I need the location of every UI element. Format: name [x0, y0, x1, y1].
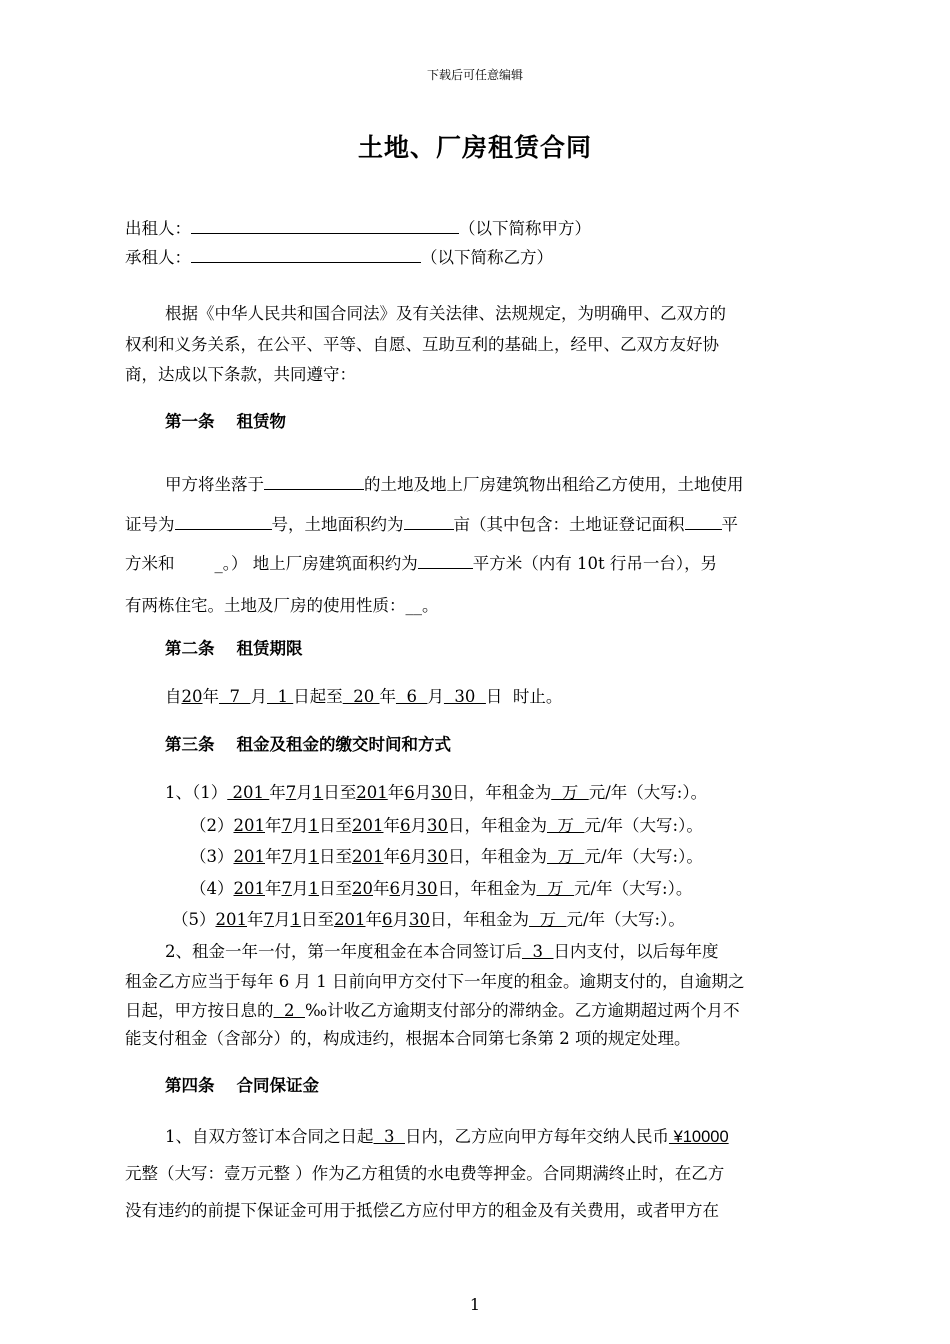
start-month[interactable]: 7	[219, 687, 251, 706]
art1-line-1: 甲方将坐落于 的土地及地上厂房建筑物出租给乙方使用，土地使用	[165, 475, 744, 494]
rent-row-5: （5）201年7月1日至201年6月30日，年租金为 万 元/年（大写:）。	[172, 910, 685, 929]
lessee-line	[125, 244, 553, 268]
article-1-heading	[165, 408, 286, 432]
rent-row-2: （2）201年7月1日至201年6月30日，年租金为 万 元/年（大写:）。	[190, 816, 703, 835]
page-number: 1	[469, 1295, 481, 1314]
registered-area-field[interactable]	[685, 513, 722, 530]
article-1-title: 租赁物	[236, 412, 286, 431]
art1-line-2: 证号为 号，土地面积约为 亩（其中包含：土地证登记面积 平	[125, 515, 738, 534]
end-month[interactable]: 6	[395, 687, 428, 706]
article-3-heading: 第三条 租金及租金的缴交时间和方式	[165, 735, 451, 754]
header-note: 下载后可任意编辑	[426, 68, 523, 82]
usage-nature-field[interactable]: __	[405, 596, 422, 615]
art3-p2-line-4: 能支付租金（含部分）的，构成违约，根据本合同第七条第 2 项的规定处理。	[125, 1029, 691, 1048]
late-fee-rate-field[interactable]: 2	[273, 1001, 305, 1020]
intro-line-1: 根据《中华人民共和国合同法》及有关法律、法规规定，为明确甲、乙双方的	[165, 304, 726, 323]
payment-days-field[interactable]: 3	[522, 942, 554, 961]
lessor-name-field[interactable]	[191, 217, 459, 234]
lessee-suffix: （以下简称乙方）	[421, 248, 553, 267]
deposit-days-field[interactable]: 3	[373, 1127, 405, 1146]
intro-line-2: 权利和义务关系，在公平、平等、自愿、互助互利的基础上，经甲、乙双方友好协	[125, 335, 719, 354]
art3-p2-line-1: 2、租金一年一付，第一年度租金在本合同签订后 3 日内支付，以后每年度	[165, 942, 719, 961]
lessee-label: 承租人：	[125, 248, 191, 267]
start-year[interactable]: 20	[181, 687, 203, 706]
article-2-heading: 第二条 租赁期限	[165, 639, 303, 658]
rent-row-1: 1、（1） 201 年7月1日至201年6月30日，年租金为 万 元/年（大写:）。	[165, 783, 708, 802]
lessor-suffix: （以下简称甲方）	[459, 219, 591, 238]
lease-term-line: 自20年 7 月 1 日起至 20 年 6 月 30 日 时止。	[165, 687, 563, 706]
art4-line-1: 1、自双方签订本合同之日起 3 日内，乙方应向甲方每年交纳人民币 ¥10000	[165, 1127, 729, 1146]
lessor-label: 出租人：	[125, 219, 191, 238]
intro-line-3: 商，达成以下条款，共同遵守：	[125, 365, 356, 384]
end-day[interactable]: 30	[443, 687, 486, 706]
article-1-number: 第一条	[165, 412, 215, 431]
art1-line-3: 方米和 _。） 地上厂房建筑面积约为 平方米（内有 10t 行吊一台），另	[125, 554, 718, 573]
rent-row-4: （4）201年7月1日至20年6月30日，年租金为 万 元/年（大写:）。	[190, 879, 693, 898]
location-field[interactable]	[264, 473, 364, 490]
start-day[interactable]: 1	[266, 687, 294, 706]
end-year[interactable]: 20	[342, 687, 380, 706]
land-cert-number-field[interactable]	[175, 513, 272, 530]
art3-p2-line-2: 租金乙方应当于每年 6 月 1 日前向甲方交付下一年度的租金。逾期支付的，自逾期之	[125, 972, 745, 991]
land-area-field[interactable]	[404, 513, 454, 530]
art1-line-4: 有两栋住宅。土地及厂房的使用性质：__。	[125, 596, 439, 615]
lessor-line	[125, 215, 591, 239]
document-title: 土地、厂房租赁合同	[357, 133, 592, 162]
art3-p2-line-3: 日起，甲方按日息的 2 ‰计收乙方逾期支付部分的滞纳金。乙方逾期超过两个月不	[125, 1001, 740, 1020]
art4-line-3: 没有违约的前提下保证金可用于抵偿乙方应付甲方的租金及有关费用，或者甲方在	[125, 1201, 719, 1220]
deposit-amount-field[interactable]: ¥10000	[668, 1128, 729, 1146]
rent-row-3: （3）201年7月1日至201年6月30日，年租金为 万 元/年（大写:）。	[190, 847, 703, 866]
article-4-heading: 第四条 合同保证金	[165, 1076, 319, 1095]
lessee-name-field[interactable]	[191, 246, 421, 263]
building-area-field[interactable]	[418, 552, 473, 569]
art4-line-2: 元整（大写：壹万元整 ）作为乙方租赁的水电费等押金。合同期满终止时，在乙方	[125, 1164, 725, 1183]
